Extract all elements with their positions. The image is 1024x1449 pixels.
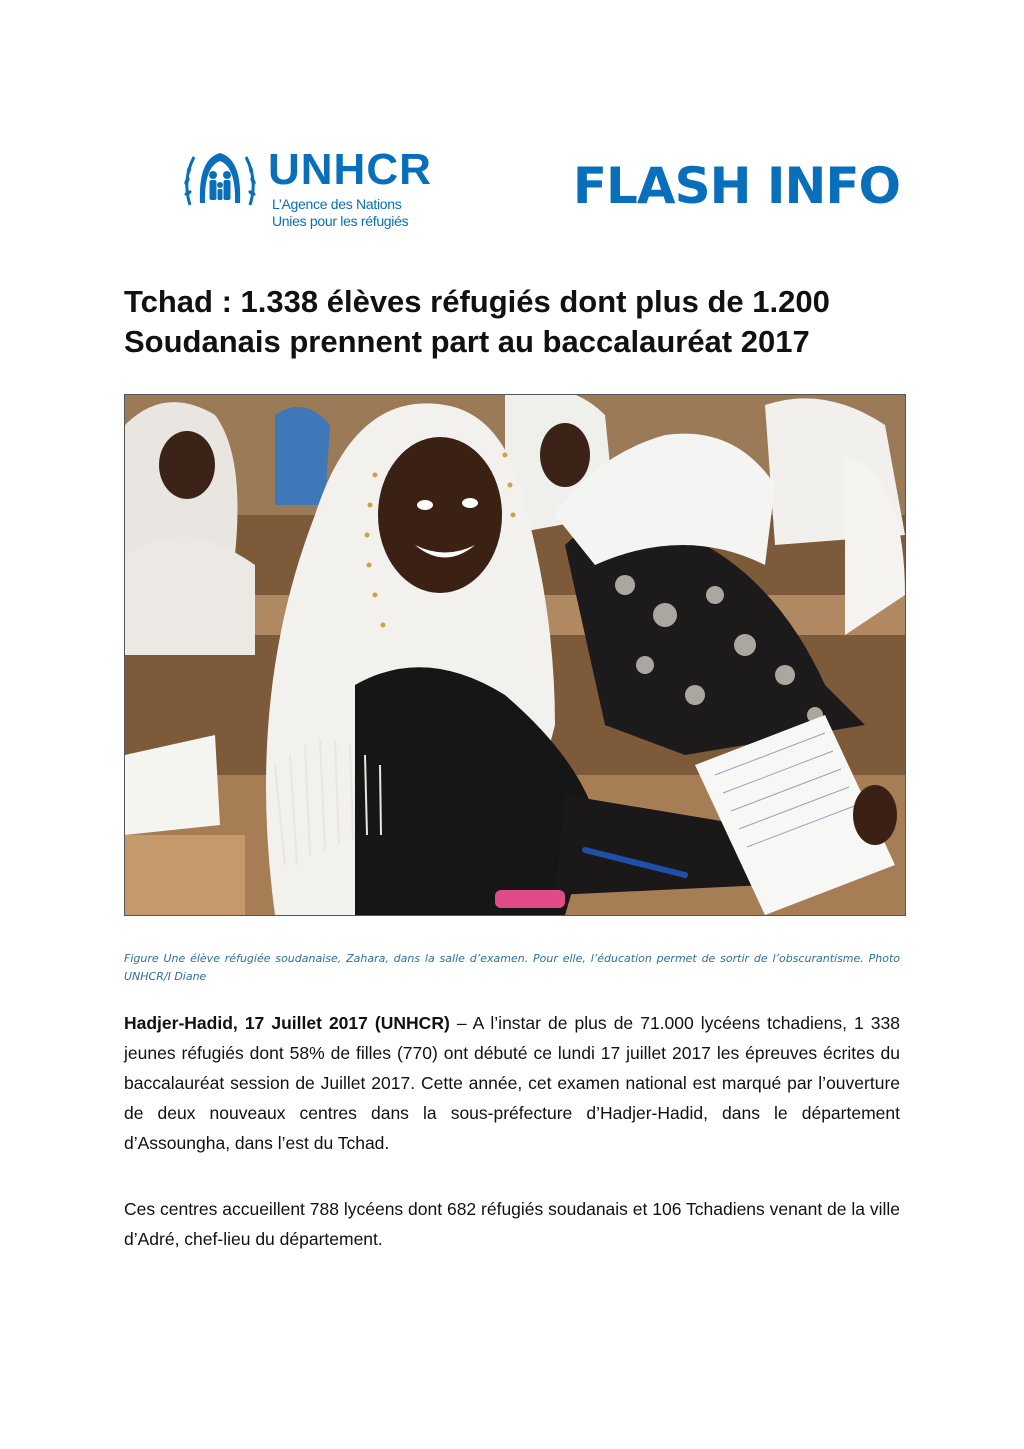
logo-tagline-line-1: L’Agence des Nations: [272, 196, 402, 212]
paragraph-1-body: – A l’instar de plus de 71.000 lycéens tchadiens, 1 338 jeunes réfugiés dont 58% de filles (770) ont débuté ce lundi 17 juillet 2017 les épreuves écrites du baccalauréat session de Juillet 2017. Cette année, cet examen national est marqué par l’ouverture de deux nouveaux centres dans la sous-préfecture d’Hadjer-Hadid, dans le département d’Assoungha, dans l’est du Tchad.: [124, 1013, 900, 1153]
article-paragraph-1: [124, 1008, 900, 1158]
unhcr-logo: [180, 140, 470, 240]
logo-tagline-line-2: Unies pour les réfugiés: [272, 213, 409, 229]
unhcr-emblem-icon: [180, 145, 260, 215]
page-header: [180, 140, 900, 240]
logo-wordmark: UNHCR: [268, 145, 432, 194]
article-photo: [124, 394, 906, 916]
exam-room-photo-illustration: [125, 395, 905, 915]
photo-caption: Figure Une élève réfugiée soudanaise, Zahara, dans la salle d’examen. Pour elle, l’éducation permet de sortir de l’obscurantisme. Photo UNHCR/I Diane: [124, 952, 900, 983]
dateline: Hadjer-Hadid, 17 Juillet 2017 (UNHCR): [124, 1013, 450, 1033]
article-title: Tchad : 1.338 élèves réfugiés dont plus de 1.200 Soudanais prennent part au baccalauréat 2017: [124, 284, 830, 359]
flash-info-label: FLASH INFO: [572, 157, 900, 215]
article-paragraph-2: Ces centres accueillent 788 lycéens dont 682 réfugiés soudanais et 106 Tchadiens venant de la ville d’Adré, chef-lieu du département.: [124, 1199, 901, 1249]
